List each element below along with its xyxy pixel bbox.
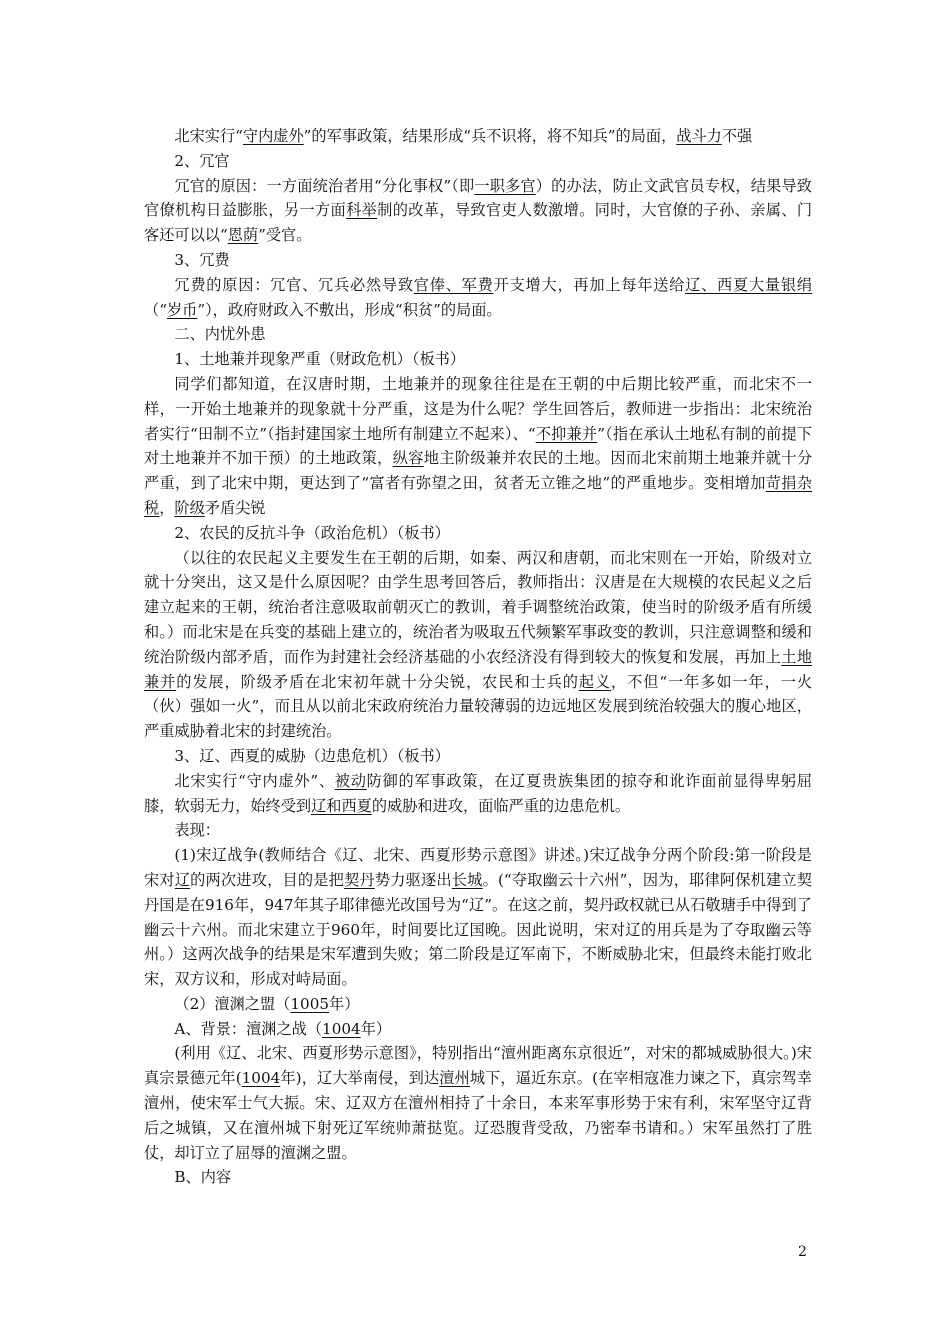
heading-manifestation: 表现：	[174, 821, 220, 840]
heading-chanyuan-treaty: （2）澶渊之盟（1005年）	[174, 994, 360, 1013]
paragraph-song-liao-war: (1)宋辽战争(教师结合《辽、北宋、西夏形势示意图》讲述。)宋辽战争分两个阶段:第一阶段是宋对辽的两次进攻，目的是把契丹势力驱逐出长城。(“夺取幽云十六州”，因为，耶律阿保机建立契丹国是在916年，947年其子耶律德光改国号为“辽”。在这之前，契丹政权就已从石敬瑭手中得到了幽云十六州。而北宋建立于960年，时间要比辽国晚。因此说明，宋对辽的用兵是为了夺取幽云等州。）这两次战争的结果是宋军遭到失败；第二阶段是辽军南下，不断威胁北宋，但最终未能打败北宋，双方议和，形成对峙局面。	[144, 846, 813, 989]
paragraph-background: (利用《辽、北宋、西夏形势示意图》，特别指出“澶州距离东京很近”，对宋的都城威胁很大。)宋真宗景德元年(1004年)，辽大举南侵，到达澶州城下，逼近东京。(在宰相寇准力谏之下，真宗驾幸澶州，使宋军士气大振。宋、辽双方在澶州相持了十余日，本来军事形势于宋有利，宋军坚守辽背后之城镇，又在澶州城下射死辽军统帅萧挞览。辽恐腹背受敌，乃密奉书请和。）宋军虽然打了胜仗，却订立了屈辱的澶渊之盟。	[144, 1044, 812, 1162]
heading-redundant-officials: 2、冗官	[174, 151, 230, 170]
paragraph-redundant-expenses: 冗费的原因：冗官、冗兵必然导致官俸、军费开支增大，再加上每年送给辽、西夏大量银绢（“岁币”），政府财政入不敷出，形成“积贫”的局面。	[144, 275, 813, 319]
paragraph-redundant-officials: 冗官的原因：一方面统治者用“分化事权”（即一职多官）的办法，防止文武官员专权，结果导致官僚机构日益膨胀，另一方面科举制的改革，导致官吏人数激增。同时，大官僚的子孙、亲属、门客还可以以“恩荫”受官。	[144, 176, 813, 245]
paragraph-land-annexation: 同学们都知道，在汉唐时期，土地兼并的现象往往是在王朝的中后期比较严重，而北宋不一样，一开始土地兼并的现象就十分严重，这是为什么呢？学生回答后，教师进一步指出：北宋统治者实行“田制不立”（指封建国家土地所有制建立不起来）、“不抑兼并”（指在承认土地私有制的前提下对土地兼并不加干预）的土地政策，纵容地主阶级兼并农民的土地。因而北宋前期土地兼并就十分严重，到了北宋中期，更达到了“富者有弥望之田，贫者无立锥之地”的严重地步。变相增加苛捐杂税，阶级矛盾尖锐	[144, 374, 813, 517]
document-body	[144, 124, 812, 1190]
heading-internal-external-troubles: 二、内忧外患	[174, 325, 266, 344]
heading-peasant-struggle: 2、农民的反抗斗争（政治危机）（板书）	[174, 523, 450, 542]
paragraph-military-policy: 北宋实行“守内虚外”的军事政策，结果形成“兵不识将，将不知兵”的局面，战斗力不强	[174, 127, 753, 145]
heading-redundant-expenses: 3、冗费	[174, 250, 230, 269]
heading-land-annexation: 1、土地兼并现象严重（财政危机）（板书）	[174, 350, 466, 369]
heading-liao-xixia-threat: 3、辽、西夏的威胁（边患危机）（板书）	[174, 746, 450, 765]
heading-background: A、背景：澶渊之战（1004年）	[174, 1019, 392, 1038]
heading-content: B、内容	[174, 1168, 232, 1187]
paragraph-liao-xixia-threat: 北宋实行“守内虚外”、被动防御的军事政策，在辽夏贵族集团的掠夺和讹诈面前显得卑躬屈膝，软弱无力，始终受到辽和西夏的威胁和进攻，面临严重的边患危机。	[144, 771, 813, 815]
paragraph-peasant-struggle: （以往的农民起义主要发生在王朝的后期，如秦、两汉和唐朝，而北宋则在一开始，阶级对立就十分突出，这又是什么原因呢？由学生思考回答后，教师指出：汉唐是在大规模的农民起义之后建立起来的王朝，统治者注意吸取前朝灭亡的教训，着手调整统治政策，使当时的阶级矛盾有所缓和。）而北宋是在兵变的基础上建立的，统治者为吸取五代频繁军事政变的教训，只注意调整和缓和统治阶级内部矛盾，而作为封建社会经济基础的小农经济没有得到较大的恢复和发展，再加上土地兼并的发展，阶级矛盾在北宋初年就十分尖锐，农民和士兵的起义，不但“一年多如一年，一火（伙）强如一火”，而且从以前北宋政府统治力量较薄弱的边远地区发展到统治较强大的腹心地区，严重威胁着北宋的封建统治。	[144, 548, 813, 741]
page-number: 2	[798, 1244, 807, 1260]
